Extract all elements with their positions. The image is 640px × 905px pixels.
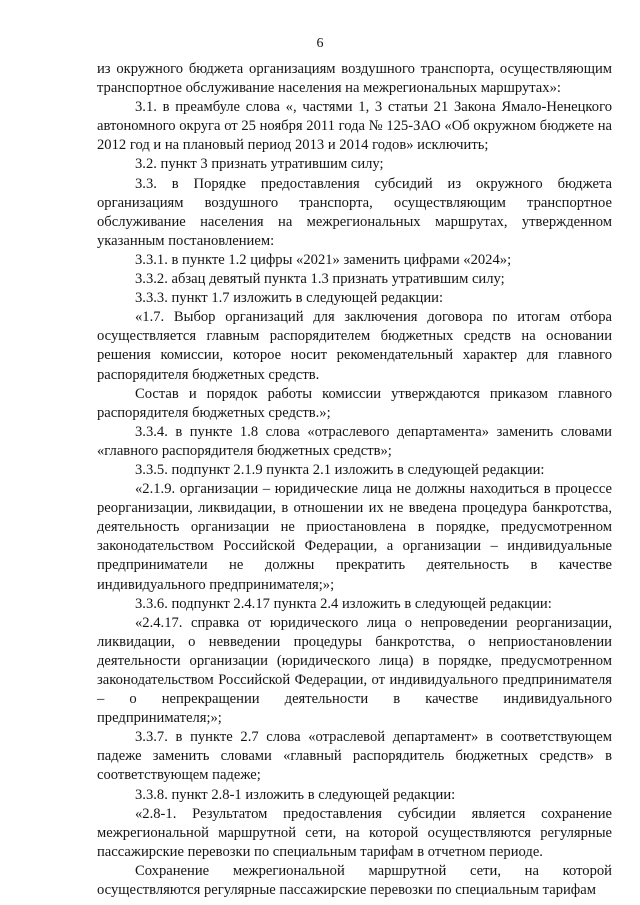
paragraph-preservation: Сохранение межрегиональной маршрутной сети, на которой осуществляются регулярные пассажирские перевозки по специальным тарифам: [97, 862, 612, 899]
paragraph-3-3-7: 3.3.7. в пункте 2.7 слова «отраслевой департамент» в соответствующем падеже заменить словами «главный распорядитель бюджетных средств» в соответствующем падеже;: [97, 729, 612, 784]
paragraph-1: из окружного бюджета организациям воздушного транспорта, осуществляющим транспортное обслуживание населения на межрегиональных маршрутах»:: [97, 61, 612, 97]
paragraph-commission: Состав и порядок работы комиссии утверждаются приказом главного распорядителя бюджетных средств.»;: [97, 385, 612, 421]
paragraph-3-3-3: 3.3.3. пункт 1.7 изложить в следующей редакции:: [135, 290, 444, 307]
paragraph-2-1-9-text: «2.1.9. организации – юридические лица не должны находиться в процессе реорганизации, ликвидации, в отношении их не введена процедура банкротства, деятельность организации не приостановлена в порядке, предусмотренном законодательством Российской Федерации, а организации – индивидуальные предприниматели не должны прекратить деятельность в качестве индивидуального предпринимателя;»;: [97, 481, 612, 593]
paragraph-2-8-1-text: «2.8-1. Результатом предоставления субсидии является сохранение межрегиональной маршрутной сети, на которой осуществляются регулярные пассажирские перевозки по специальным тарифам в отчетном периоде.: [97, 805, 612, 860]
paragraph-3-2: 3.2. пункт 3 признать утратившим силу;: [135, 156, 384, 173]
paragraph-3-3: 3.3. в Порядке предоставления субсидий из окружного бюджета организациям воздушного транспорта, осуществляющим транспортное обслуживание населения на межрегиональных маршрутах, утвержденном указанным постановлением:: [97, 175, 612, 249]
paragraph-3-3-1: 3.3.1. в пункте 1.2 цифры «2021» заменить цифрами «2024»;: [135, 251, 512, 268]
paragraph-3-3-5: 3.3.5. подпункт 2.1.9 пункта 2.1 изложить в следующей редакции:: [135, 461, 545, 478]
page-number: 6: [316, 36, 324, 51]
paragraph-1-7-text: «1.7. Выбор организаций для заключения договора по итогам отбора осуществляется главным распорядителем бюджетных средств на основании решения комиссии, которое носит рекомендательный характер для главного распорядителя бюджетных средств.: [97, 309, 612, 383]
paragraph-3-1: 3.1. в преамбуле слова «, частями 1, 3 статьи 21 Закона Ямало-Ненецкого автономного округа от 25 ноября 2011 года № 125-ЗАО «Об окружном бюджете на 2012 год и на плановый период 2013 и 2014 годов» исключить;: [97, 99, 612, 154]
paragraph-2-4-17-text: «2.4.17. справка от юридического лица о непроведении реорганизации, ликвидации, о невведении процедуры банкротства, о неприостановлении деятельности организации (юридического лица) в порядке, предусмотренном законодательством Российской Федерации, от индивидуального предпринимателя – о непрекращении деятельности в качестве индивидуального предпринимателя;»;: [97, 614, 612, 727]
document-body: [97, 60, 612, 900]
paragraph-3-3-2: 3.3.2. абзац девятый пункта 1.3 признать утратившим силу;: [135, 271, 505, 288]
paragraph-3-3-8: 3.3.8. пункт 2.8-1 изложить в следующей редакции:: [135, 786, 456, 803]
paragraph-3-3-4: 3.3.4. в пункте 1.8 слова «отраслевого департамента» заменить словами «главного распорядителя бюджетных средств»;: [97, 423, 612, 459]
paragraph-3-3-6: 3.3.6. подпункт 2.4.17 пункта 2.4 изложить в следующей редакции:: [135, 595, 552, 612]
